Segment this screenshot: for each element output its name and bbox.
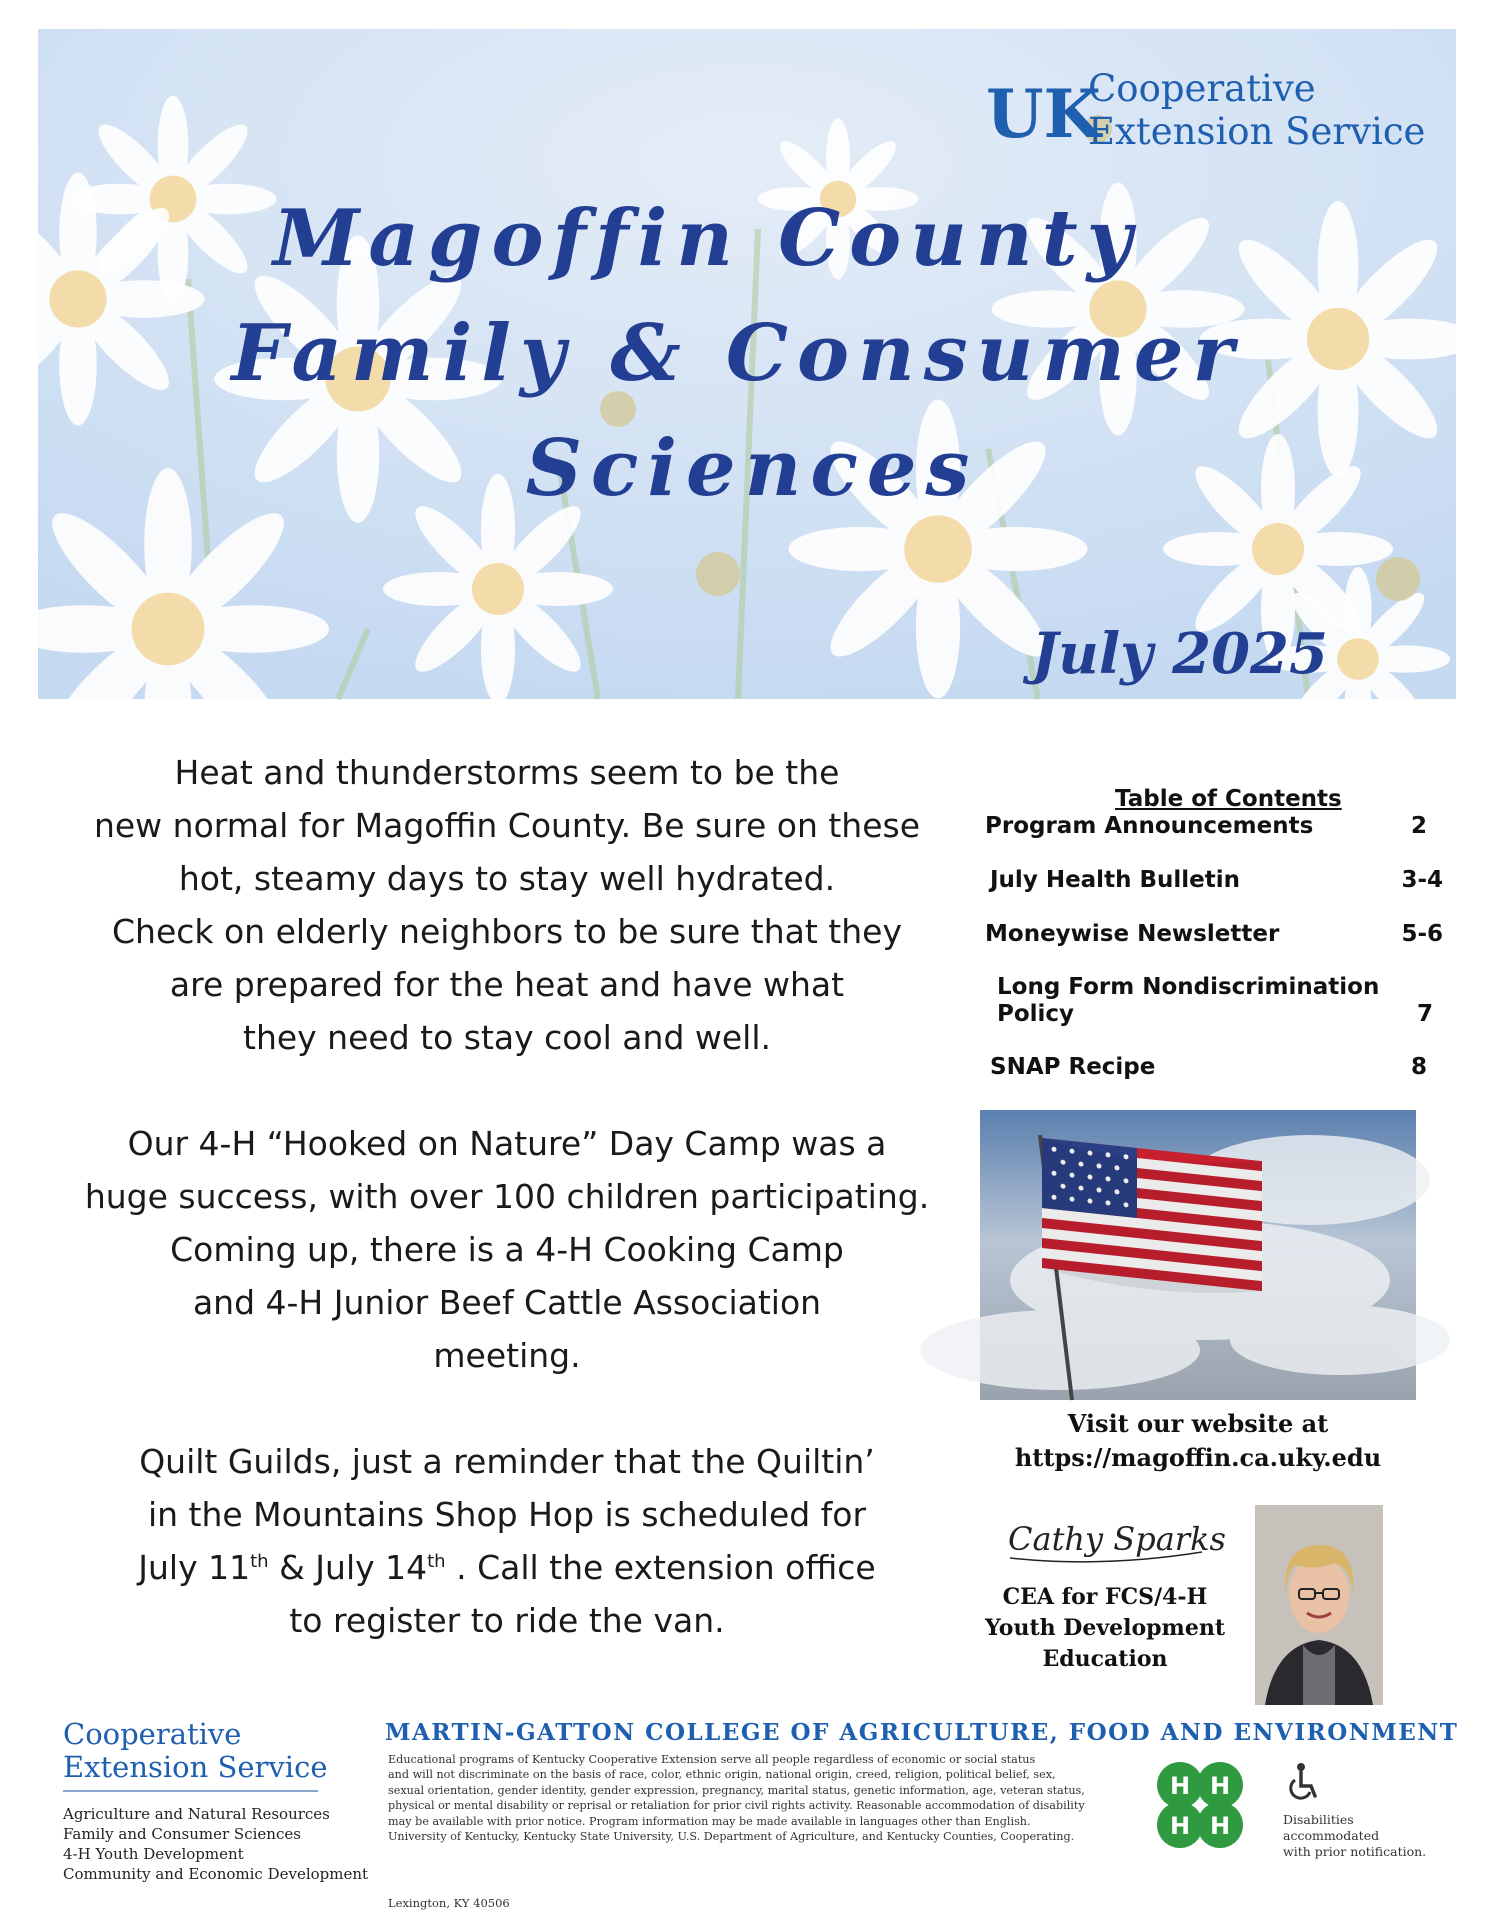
footer-extension-logo-text: Cooperative Extension Service xyxy=(63,1717,328,1784)
svg-text:H: H xyxy=(1209,1812,1231,1840)
wheelchair-accessibility-icon xyxy=(1283,1762,1323,1802)
author-photo xyxy=(1255,1505,1383,1705)
intro-paragraph-camp: Our 4-H “Hooked on Nature” Day Camp was a huge success, with over 100 children participating. Coming up, there is a 4-H Cooking Camp and 4-H Junior Beef Cattle Association meeting. xyxy=(84,1124,930,1375)
toc-title: Table of Contents xyxy=(1115,786,1342,812)
4h-clover-icon xyxy=(1145,1750,1255,1860)
svg-text:UK: UK xyxy=(986,75,1101,153)
signature-image xyxy=(1002,1502,1226,1572)
newsletter-title: Magoffin County Family & Consumer Sciences xyxy=(231,193,1243,514)
website-callout: Visit our website at https://magoffin.ca.uky.edu xyxy=(980,1407,1416,1475)
uk-logo-icon xyxy=(984,71,1101,153)
author-title: CEA for FCS/4-H Youth Development Education xyxy=(985,1584,1225,1672)
svg-text:H: H xyxy=(1169,1772,1191,1800)
intro-text xyxy=(82,746,932,1700)
header-banner xyxy=(38,29,1456,699)
footer-divider xyxy=(63,1790,318,1792)
website-link[interactable]: https://magoffin.ca.uky.edu xyxy=(1014,1443,1382,1472)
american-flag-image xyxy=(980,1110,1416,1400)
issue-date: July 2025 xyxy=(1031,621,1328,687)
intro-paragraph-quilt: Quilt Guilds, just a reminder that the Quiltin’ in the Mountains Shop Hop is scheduled for July 11th & July 14th . Call the extension office to register to ride the van. xyxy=(138,1442,876,1640)
footer-program-list: Agriculture and Natural Resources Family and Consumer Sciences 4-H Youth Development Community and Economic Development xyxy=(63,1805,369,1883)
college-name: MARTIN-GATTON COLLEGE OF AGRICULTURE, FOOD AND ENVIRONMENT xyxy=(385,1719,1459,1746)
footer-address: Lexington, KY 40506 xyxy=(388,1896,510,1910)
svg-text:Cathy Sparks: Cathy Sparks xyxy=(1008,1520,1226,1558)
svg-text:H: H xyxy=(1169,1812,1191,1840)
nondiscrimination-statement: Educational programs of Kentucky Cooperative Extension serve all people regardless of economic or social status and will not discriminate on the basis of race, color, ethnic origin, national origin, creed, religion, political belief, sex, sexual orientation, gender identity, gender expression, pregnancy, marital status, genetic information, age, veteran status, physical or mental disability or reprisal or retaliation for prior civil rights activity. Reasonable accommodation of disability may be available with prior notice. Program information may be made available in languages other than English. University of Kentucky, Kentucky State University, U.S. Department of Agriculture, and Kentucky Counties, Cooperating. xyxy=(388,1753,1085,1844)
disabilities-notice: Disabilities accommodated with prior notification. xyxy=(1283,1812,1427,1859)
svg-text:H: H xyxy=(1209,1772,1231,1800)
extension-service-logo-text: Cooperative Extension Service xyxy=(1088,67,1426,153)
intro-paragraph-heat: Heat and thunderstorms seem to be the new normal for Magoffin County. Be sure on these hot, steamy days to stay well hydrated. Check on elderly neighbors to be sure that they are prepared for the heat and have what they need to stay cool and well. xyxy=(93,753,921,1057)
